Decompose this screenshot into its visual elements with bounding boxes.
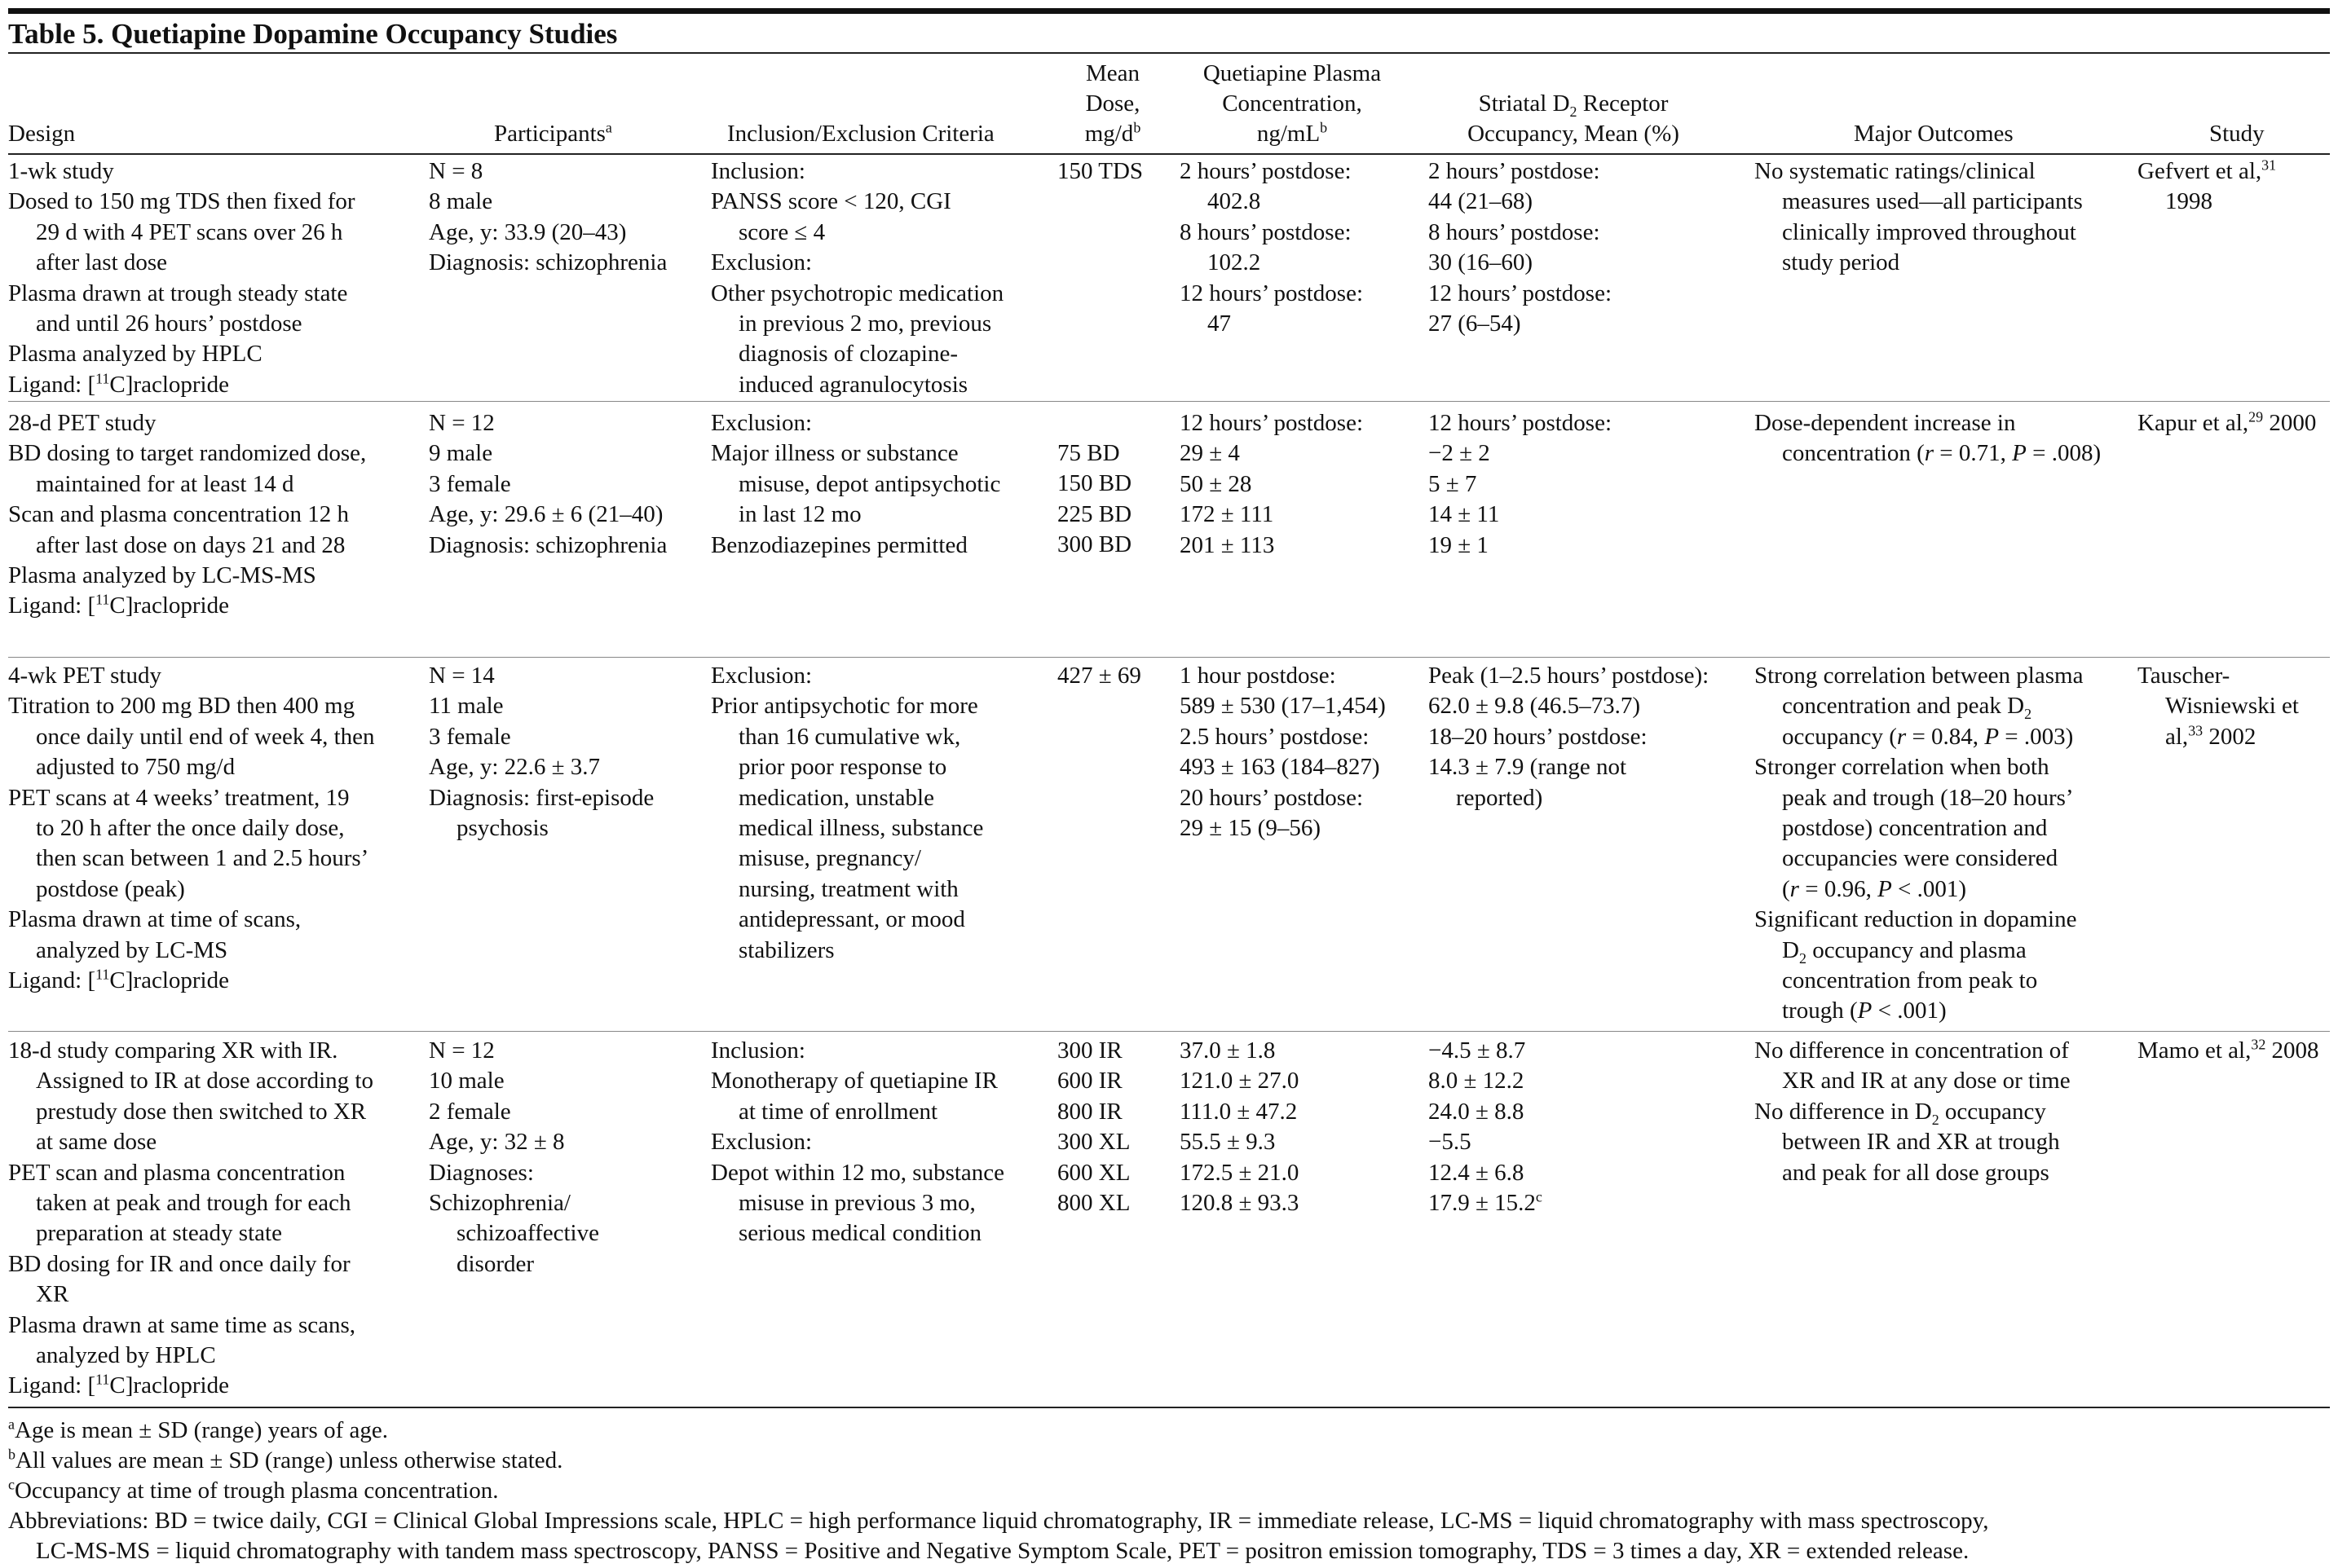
row1-outcomes: No systematic ratings/clinical measures used—all participants clinically improved throughout study period	[1754, 158, 2083, 276]
header-plasma: Quetiapine Plasma Concentration, $ng/mL^b$	[1202, 60, 1382, 147]
header-criteria: Inclusion/Exclusion Criteria	[727, 121, 995, 147]
footnote-c: $^c$Occupancy at time of trough plasma concentration.	[8, 1476, 499, 1504]
row3-occupancy: Peak (1–2.5 hours’ postdose): 62.0 ± 9.8 (46.5–73.7) 18–20 hours’ postdose: 14.3 ± 7.9 (range not reported)	[1428, 663, 1709, 811]
table-bottom-rule	[8, 1407, 2330, 1408]
row4-occupancy: −4.5 ± 8.7 8.0 ± 12.2 24.0 ± 8.8 −5.5 12.4 ± 6.8 17.9 ± 15.2$^c$	[1428, 1037, 1542, 1217]
footnote-abbreviations: Abbreviations: BD = twice daily, CGI = Clinical Global Impressions scale, HPLC = high performance liquid chromatography, IR = immediate release, LC-MS = liquid chromatography with mass spectroscopy,	[8, 1508, 1989, 1534]
row-separator	[8, 1031, 2330, 1032]
row2-occupancy: 12 hours’ postdose: −2 ± 2 5 ± 7 14 ± 11 19 ± 1	[1428, 410, 1612, 558]
row-separator	[8, 657, 2330, 658]
row3-plasma: 1 hour postdose: 589 ± 530 (17–1,454) 2.5 hours’ postdose: 493 ± 163 (184–827) 20 hours’ postdose: 29 ± 15 (9–56)	[1180, 663, 1386, 842]
row4-plasma: 37.0 ± 1.8 121.0 ± 27.0 111.0 ± 47.2 55.5 ± 9.3 172.5 ± 21.0 120.8 ± 93.3	[1180, 1037, 1299, 1217]
row4-design: 18-d study comparing XR with IR. Assigned to IR at dose according to prestudy dose then switched to XR at same dose PET scan and plasma concentration taken at peak and trough for each preparation at steady state BD dosing for IR and once daily for XR Plasma drawn at same time as scans, analyzed by HPLC Ligand: [$^{11}$C]raclopride	[8, 1037, 373, 1399]
row3-dose: 427 ± 69	[1057, 663, 1141, 689]
row2-outcomes: Dose-dependent increase in concentration (r = 0.71, P = .008)	[1754, 410, 2102, 467]
row1-dose: 150 TDS	[1057, 158, 1144, 184]
footnote-a: $^a$Age is mean ± SD (range) years of age.	[8, 1416, 388, 1443]
row-separator	[8, 401, 2330, 402]
row4-participants: N = 12 10 male 2 female Age, y: 32 ± 8 Diagnoses: Schizophrenia/ schizoaffective disorder	[429, 1037, 599, 1277]
header-design: Design	[8, 121, 76, 147]
row4-criteria: Inclusion: Monotherapy of quetiapine IR at time of enrollment Exclusion: Depot within 12 mo, substance misuse in previous 3 mo, serious medical condition	[711, 1037, 1005, 1247]
row2-participants: N = 12 9 male 3 female Age, y: 29.6 ± 6 (21–40) Diagnosis: schizophrenia	[429, 410, 668, 558]
row2-dose: 75 BD 150 BD 225 BD 300 BD	[1057, 440, 1132, 558]
row1-participants: N = 8 8 male Age, y: 33.9 (20–43) Diagnosis: schizophrenia	[429, 158, 668, 276]
footnote-b: $^b$All values are mean ± SD (range) unless otherwise stated.	[8, 1446, 563, 1473]
header-dose: Mean Dose, $mg/d^b$	[1084, 60, 1141, 147]
top-rule	[8, 8, 2330, 14]
header-occupancy: Striatal $D_2$ Receptor Occupancy, Mean (%)	[1467, 90, 1679, 147]
row3-outcomes: Strong correlation between plasma concentration and peak $D_2$ occupancy (r = 0.84, P = .003) Stronger correlation when both peak and trough (18–20 hours’ postdose) concentration and occupancies were considered (r = 0.96, P < .001) Significant reduction in dopamine $D_2$ occupancy and plasma concentration from peak to trough (P < .001)	[1754, 663, 2084, 1024]
title-rule	[8, 52, 2330, 54]
row4-dose: 300 IR 600 IR 800 IR 300 XL 600 XL 800 XL	[1057, 1037, 1131, 1217]
row4-outcomes: No difference in concentration of XR and IR at any dose or time No difference in $D_2$ occupancy between IR and XR at trough and peak for all dose groups	[1754, 1037, 2071, 1186]
row2-design: 28-d PET study BD dosing to target randomized dose, maintained for at least 14 d Scan and plasma concentration 12 h after last dose on days 21 and 28 Plasma analyzed by LC-MS-MS Ligand: [$^{11}$C]raclopride	[8, 410, 367, 619]
table-title: Table 5. Quetiapine Dopamine Occupancy Studies	[8, 18, 618, 50]
row2-study: Kapur et al,$^{29}$ 2000	[2137, 408, 2317, 436]
row3-participants: N = 14 11 male 3 female Age, y: 22.6 ± 3.7 Diagnosis: first-episode psychosis	[429, 663, 655, 842]
row1-criteria: Inclusion: PANSS score < 120, CGI score ≤ 4 Exclusion: Other psychotropic medication in previous 2 mo, previous diagnosis of clozapine- induced agranulocytosis	[711, 158, 1004, 398]
header-rule	[8, 153, 2330, 155]
row3-design: 4-wk PET study Titration to 200 mg BD then 400 mg once daily until end of week 4, then adjusted to 750 mg/d PET scans at 4 weeks’ treatment, 19 to 20 h after the once daily dose, then scan between 1 and 2.5 hours’ postdose (peak) Plasma drawn at time of scans, analyzed by LC-MS Ligand: [$^{11}$C]raclopride	[8, 663, 375, 994]
table-page	[8, 0, 2330, 1568]
row2-plasma: 12 hours’ postdose: 29 ± 4 50 ± 28 172 ± 111 201 ± 113	[1180, 410, 1364, 558]
row3-criteria: Exclusion: Prior antipsychotic for more than 16 cumulative wk, prior poor response to medication, unstable medical illness, substance misuse, pregnancy/ nursing, treatment with antidepressant, or mood stabilizers	[711, 663, 984, 963]
header-study: Study	[2209, 121, 2265, 147]
row3-study: Tauscher- Wisniewski et al,$^{33}$ 2002	[2137, 663, 2299, 750]
row1-occupancy: 2 hours’ postdose: 44 (21–68) 8 hours’ postdose: 30 (16–60) 12 hours’ postdose: 27 (6–54)	[1428, 158, 1612, 337]
header-outcomes: Major Outcomes	[1854, 121, 2014, 147]
footnote-abbreviations-cont: LC-MS-MS = liquid chromatography with tandem mass spectroscopy, PANSS = Positive and Negative Symptom Scale, PET = positron emission tomography, TDS = 3 times a day, XR = extended release.	[36, 1538, 1970, 1564]
header-participants: Participants$^a$	[494, 119, 612, 147]
row4-study: Mamo et al,$^{32}$ 2008	[2137, 1036, 2319, 1064]
row1-design: 1-wk study Dosed to 150 mg TDS then fixed for 29 d with 4 PET scans over 26 h after last dose Plasma drawn at trough steady state and until 26 hours’ postdose Plasma analyzed by HPLC Ligand: [$^{11}$C]raclopride	[8, 158, 355, 398]
row2-criteria: Exclusion: Major illness or substance misuse, depot antipsychotic in last 12 mo Benzodiazepines permitted	[711, 410, 1001, 558]
row1-plasma: 2 hours’ postdose: 402.8 8 hours’ postdose: 102.2 12 hours’ postdose: 47	[1180, 158, 1364, 337]
row1-study: Gefvert et al,$^{31}$ 1998	[2137, 156, 2277, 215]
